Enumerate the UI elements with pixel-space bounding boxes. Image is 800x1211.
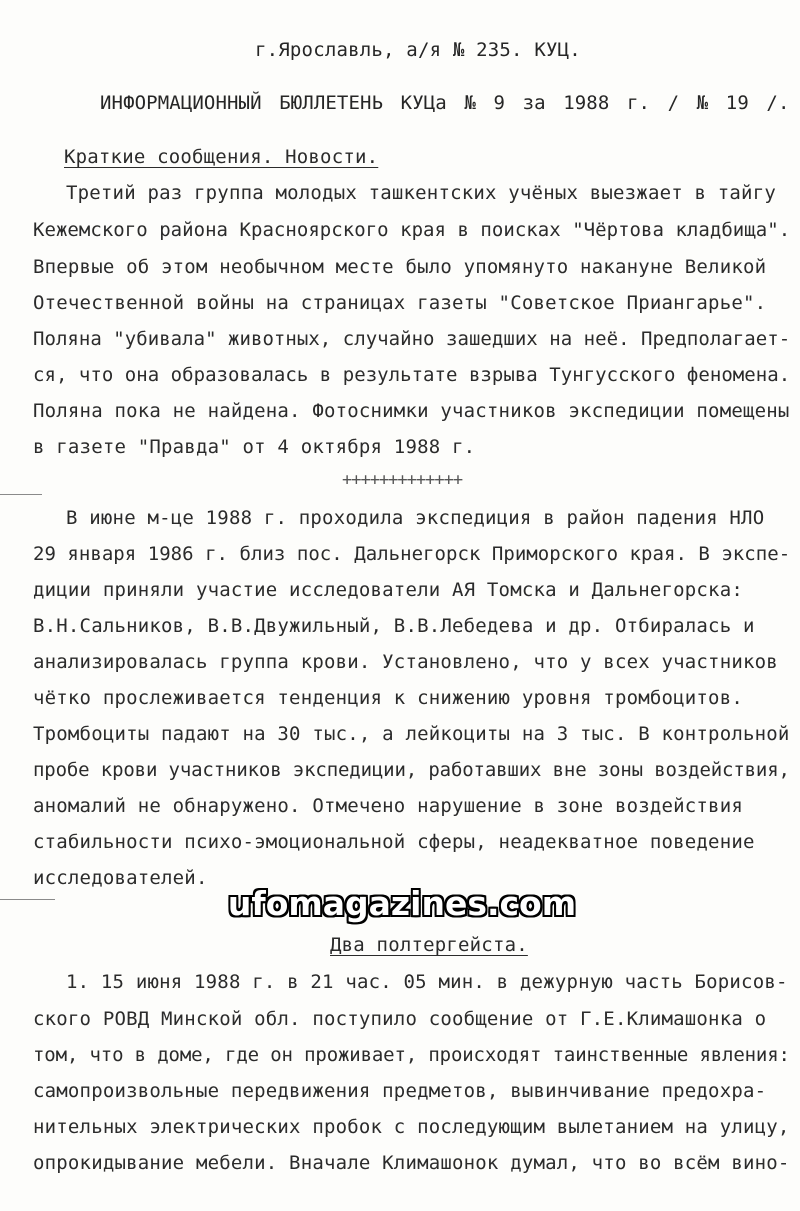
text-line: пробе крови участников экспедиции, работавших вне зоны воздействия, <box>33 759 790 781</box>
text-line: самопроизвольные передвижения предметов, вывинчивание предохра- <box>33 1080 767 1102</box>
text-line: Поляна "убивала" животных, случайно зашедших на неё. Предполагает- <box>33 328 791 350</box>
text-line: диции приняли участие исследователи АЯ Томска и Дальнегорска: <box>33 579 743 601</box>
watermark-text: ufomagazines.com <box>227 884 577 923</box>
separator-plus-line: +++++++++++++ <box>342 470 463 490</box>
header-address: г.Ярославль, а/я № 235. КУЦ. <box>255 39 581 61</box>
text-line: нительных электрических пробок с последующим вылетанием на улицу, <box>33 1116 790 1138</box>
text-line: чётко прослеживается тенденция к снижению уровня тромбоцитов. <box>33 687 743 709</box>
text-line: Отечественной войны на страницах газеты "Советское Приангарье". <box>33 292 767 314</box>
scan-edge-mark <box>0 494 42 495</box>
text-line: стабильности психо-эмоциональной сферы, неадекватное поведение <box>33 831 755 853</box>
text-line: Тромбоциты падают на 30 тыс., а лейкоциты на 3 тыс. В контрольной <box>33 723 790 745</box>
text-line: В.Н.Сальников, В.В.Двужильный, В.В.Лебедева и др. Отбиралась и <box>33 615 755 637</box>
text-line: опрокидывание мебели. Вначале Климашонок думал, что во всём вино- <box>33 1152 790 1174</box>
scan-edge-mark <box>0 899 55 900</box>
text-line: анализировалась группа крови. Установлено, что у всех участников <box>33 651 778 673</box>
text-line: исследователей. <box>33 867 208 889</box>
text-line: Кежемского района Красноярского края в поисках "Чёртова кладбища". <box>33 219 791 241</box>
text-line: 1. 15 июня 1988 г. в 21 час. 05 мин. в дежурную часть Борисов- <box>66 971 788 993</box>
section-title-news: Краткие сообщения. Новости. <box>64 146 379 168</box>
section-title-poltergeist: Два полтергейста. <box>330 934 528 956</box>
text-line: Впервые об этом необычном месте было упомянуто накануне Великой <box>33 256 767 278</box>
text-line: том, что в доме, где он проживает, происходят таинственные явления: <box>33 1044 790 1066</box>
text-line: в газете "Правда" от 4 октября 1988 г. <box>33 436 476 458</box>
text-line: ся, что она образовалась в результате взрыва Тунгусского феномена. <box>33 364 791 386</box>
text-line: аномалий не обнаружено. Отмечено нарушение в зоне воздействия <box>33 795 743 817</box>
text-line: Поляна пока не найдена. Фотоснимки участников экспедиции помещены <box>33 400 790 422</box>
text-line: В июне м-це 1988 г. проходила экспедиция в район падения НЛО <box>66 507 765 529</box>
header-bulletin: ИНФОРМАЦИОННЫЙ БЮЛЛЕТЕНЬ КУЦа № 9 за 1988 г. / № 19 /. <box>100 92 790 114</box>
text-line: 29 января 1986 г. близ пос. Дальнегорск Приморского края. В экспе- <box>33 543 791 565</box>
text-line: ского РОВД Минской обл. поступило сообщение от Г.Е.Климашонка о <box>33 1008 767 1030</box>
text-line: Третий раз группа молодых ташкентских учёных выезжает в тайгу <box>66 182 776 204</box>
